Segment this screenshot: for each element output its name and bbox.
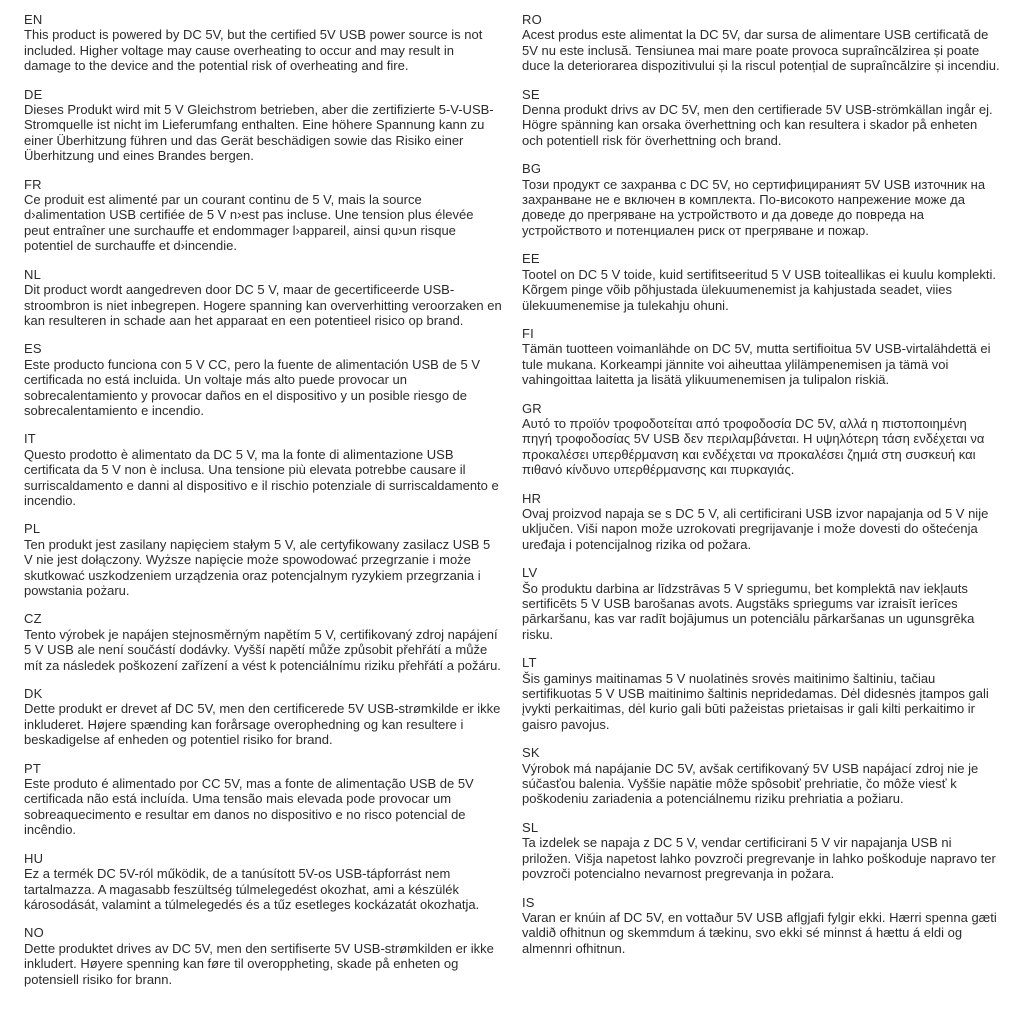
language-text-is: Varan er knúin af DC 5V, en vottaður 5V USB aflgjafi fylgir ekki. Hærri spenna gæti valdið ofhitnun og skemmdum á tækinu, svo ekki sé minnst á hættu á eldi og almennri ofhitnun. [522,909,997,956]
lang-section-lv [522,565,1000,642]
language-text-pl: Ten produkt jest zasilany napięciem stałym 5 V, ale certyfikowany zasilacz USB 5 V nie jest dołączony. Wyższe napięcie może spowodować przegrzanie i może skutkować uszkodzeniem urządzenia oraz potencjalnym ryzykiem przegrzania i powstania pożaru. [24,536,491,598]
language-code-hu: HU [24,850,44,866]
language-text-lt: Šis gaminys maitinamas 5 V nuolatinės srovės maitinimo šaltiniu, tačiau sertifikuotas 5 V USB maitinimo šaltinis nepridedamas. Dėl didesnės įtampos gali įvykti perkaitimas, dėl kurio gali būti pažeistas prietaisas ir gali kilti perkaitimo ir gaisro pavojus. [522,670,989,732]
language-code-pt: PT [24,760,42,776]
lang-section-de [24,87,502,164]
lang-section-ro [522,12,1000,74]
lang-section-fi [522,326,1000,388]
right-column [522,12,1000,1014]
language-code-lv: LV [522,565,538,581]
lang-section-cz [24,611,502,673]
language-code-de: DE [24,86,43,102]
language-text-gr: Αυτό το προϊόν τροφοδοτείται από τροφοδοσία DC 5V, αλλά η πιστοποιημένη πηγή τροφοδοσίας 5V USB δεν περιλαμβάνεται. Η υψηλότερη τάση ενδέχεται να προκαλέσει υπερθέρμανση και ενδέχεται να προκαλέσει ζημιά στη συσκευή και πιθανό κίνδυνο υπερθέρμανσης και πυρκαγιάς. [522,415,985,478]
language-text-es: Este producto funciona con 5 V CC, pero la fuente de alimentación USB de 5 V certificada no está incluida. Un voltaje más alto puede provocar un sobrecalentamiento y provocar daños en el dispositivo y un posible riesgo de sobrecalentamiento e incendio. [24,356,480,418]
language-code-es: ES [24,341,42,357]
language-code-ro: RO [522,12,542,27]
language-code-fi: FI [522,325,534,341]
language-text-dk: Dette produkt er drevet af DC 5V, men den certificerede 5V USB-strømkilde er ikke inkluderet. Højere spænding kan forårsage overophedning og kan resultere i beskadigelse af enheden og potentiel risiko for brand. [24,701,501,748]
language-text-no: Dette produktet drives av DC 5V, men den sertifiserte 5V USB-strømkilden er ikke inkludert. Høyere spenning kan føre til overoppheting, skade på enheten og potensiell risiko for brann. [24,940,494,987]
lang-section-no [24,925,502,987]
language-code-bg: BG [522,161,542,177]
language-text-fr: Ce produit est alimenté par un courant continu de 5 V, mais la source d›alimentation USB certifiée de 5 V n›est pas incluse. Une tension plus élevée peut entraîner une surchauffe et endommager l›appareil, ainsi qu›un risque potentiel de surchauffe et d›incendie. [24,192,474,254]
language-code-nl: NL [24,266,42,282]
lang-section-is [522,895,1000,957]
language-code-dk: DK [24,686,43,702]
language-code-en: EN [24,12,43,27]
lang-section-se [522,87,1000,149]
language-code-fr: FR [24,176,42,192]
language-code-sk: SK [522,745,540,761]
lang-section-ee [522,251,1000,313]
language-text-ro: Acest produs este alimentat la DC 5V, dar sursa de alimentare USB certificată de 5V nu este inclusă. Tensiunea mai mare poate provoca supraîncălzirea și poate duce la deteriorarea dispozitivului și la riscul potențial de supraîncălzire și incendiu. [522,27,1000,74]
language-text-de: Dieses Produkt wird mit 5 V Gleichstrom betrieben, aber die zertifizierte 5-V-USB-Stromquelle ist nicht im Lieferumfang enthalten. Eine höhere Spannung kann zu einer Überhitzung führen und das Gerät beschädigen sowie das Risiko einer Überhitzung und eines Brandes bergen. [24,102,494,164]
language-text-en: This product is powered by DC 5V, but the certified 5V USB power source is not included. Higher voltage may cause overheating to occur and may result in damage to the device and the potential risk of overheating and fire. [24,27,483,74]
language-text-cz: Tento výrobek je napájen stejnosměrným napětím 5 V, certifikovaný zdroj napájení 5 V USB ale není součástí dodávky. Vyšší napětí může způsobit přehřátí a může mít za následek poškození zařízení a vést k potenciálnímu riziku přehřátí a požáru. [24,626,501,673]
lang-section-hu [24,851,502,913]
lang-section-pl [24,521,502,598]
language-code-sl: SL [522,819,539,835]
language-text-bg: Този продукт се захранва с DC 5V, но сертифицираният 5V USB източник на захранване не е включен в комплекта. По-високото напрежение може да доведе до прегряване на устройството и да доведе до повреда на устройството и потенциален риск от прегряване и пожар. [522,176,986,238]
lang-section-es [24,341,502,418]
lang-section-pt [24,761,502,838]
lang-section-gr [522,401,1000,478]
language-code-it: IT [24,431,36,447]
language-text-sk: Výrobok má napájanie DC 5V, avšak certifikovaný 5V USB napájací zdroj nie je súčasťou balenia. Vyššie napätie môže spôsobiť prehriatie, čo môže viesť k poškodeniu zariadenia a potenciálnemu riziku prehriatia a požiaru. [522,760,979,807]
language-code-se: SE [522,86,540,102]
language-text-nl: Dit product wordt aangedreven door DC 5 V, maar de gecertificeerde USB-stroombron is niet inbegrepen. Hogere spanning kan oververhitting veroorzaken en kan resulteren in schade aan het apparaat en een potentieel risico op brand. [24,282,502,328]
language-code-gr: GR [522,400,542,416]
language-text-ee: Tootel on DC 5 V toide, kuid sertifitseeritud 5 V USB toiteallikas ei kuulu komplekti. Kõrgem pinge võib põhjustada ülekuumenemist ja kahjustada seadet, viies ülekuumenemise ja tulekahju ohuni. [522,266,997,313]
language-code-lt: LT [522,655,537,671]
lang-section-sl [522,820,1000,882]
language-text-se: Denna produkt drivs av DC 5V, men den certifierade 5V USB-strömkällan ingår ej. Högre spänning kan orsaka överhettning och kan resultera i skador på enheten och potentiell risk för överhettning och brand. [522,102,993,148]
lang-section-nl [24,267,502,329]
language-text-hu: Ez a termék DC 5V-ról működik, de a tanúsított 5V-os USB-tápforrást nem tartalmazza. A magasabb feszültség túlmelegedést okozhat, ami a készülék károsodását, valamint a túlmelegedés és a tűz esetleges kockázatát okozhatja. [24,866,480,912]
lang-section-sk [522,745,1000,807]
language-code-pl: PL [24,521,41,537]
language-code-no: NO [24,925,44,941]
lang-section-fr [24,177,502,254]
language-text-pt: Este produto é alimentado por CC 5V, mas a fonte de alimentação USB de 5V certificada não está incluída. Uma tensão mais elevada pode provocar um sobreaquecimento e resultar em danos no dispositivo e no risco potencial de incêndio. [24,776,474,838]
lang-section-it [24,431,502,508]
lang-section-en [24,12,502,74]
lang-section-hr [522,491,1000,553]
language-code-ee: EE [522,251,540,267]
language-code-is: IS [522,894,535,910]
language-code-hr: HR [522,490,542,506]
lang-section-lt [522,655,1000,732]
language-code-cz: CZ [24,611,42,627]
lang-section-dk [24,686,502,748]
language-text-fi: Tämän tuotteen voimanlähde on DC 5V, mutta sertifioitua 5V USB-virtalähdettä ei tule mukana. Korkeampi jännite voi aiheuttaa ylilämpenemisen ja tämä voi vahingoittaa laitetta ja lisätä ylikuumenemisen ja tulipalon riskiä. [522,341,991,388]
left-column [24,12,502,1014]
language-text-sl: Ta izdelek se napaja z DC 5 V, vendar certificirani 5 V vir napajanja USB ni priložen. Višja napetost lahko povzroči pregrevanje in lahko poškoduje napravo ter povzroči potencialno nevarnost pregrevanja in požara. [522,835,996,882]
language-text-hr: Ovaj proizvod napaja se s DC 5 V, ali certificirani USB izvor napajanja od 5 V nije uključen. Viši napon može uzrokovati pregrijavanje i može dovesti do oštećenja uređaja i potencijalnog rizika od požara. [522,505,989,552]
lang-section-bg [522,161,1000,238]
language-text-lv: Šo produktu darbina ar līdzstrāvas 5 V spriegumu, bet komplektā nav iekļauts sertificēts 5 V USB barošanas avots. Augstāks spriegums var izraisīt ierīces pārkaršanu, kas var radīt bojājumus un potenciālu pārkaršanas un ugunsgrēka risku. [522,580,975,642]
language-text-it: Questo prodotto è alimentato da DC 5 V, ma la fonte di alimentazione USB certificata da 5 V non è inclusa. Una tensione più elevata potrebbe causare il surriscaldamento e danni al dispositivo e il rischio potenziale di surriscaldamento e incendio. [24,446,499,508]
